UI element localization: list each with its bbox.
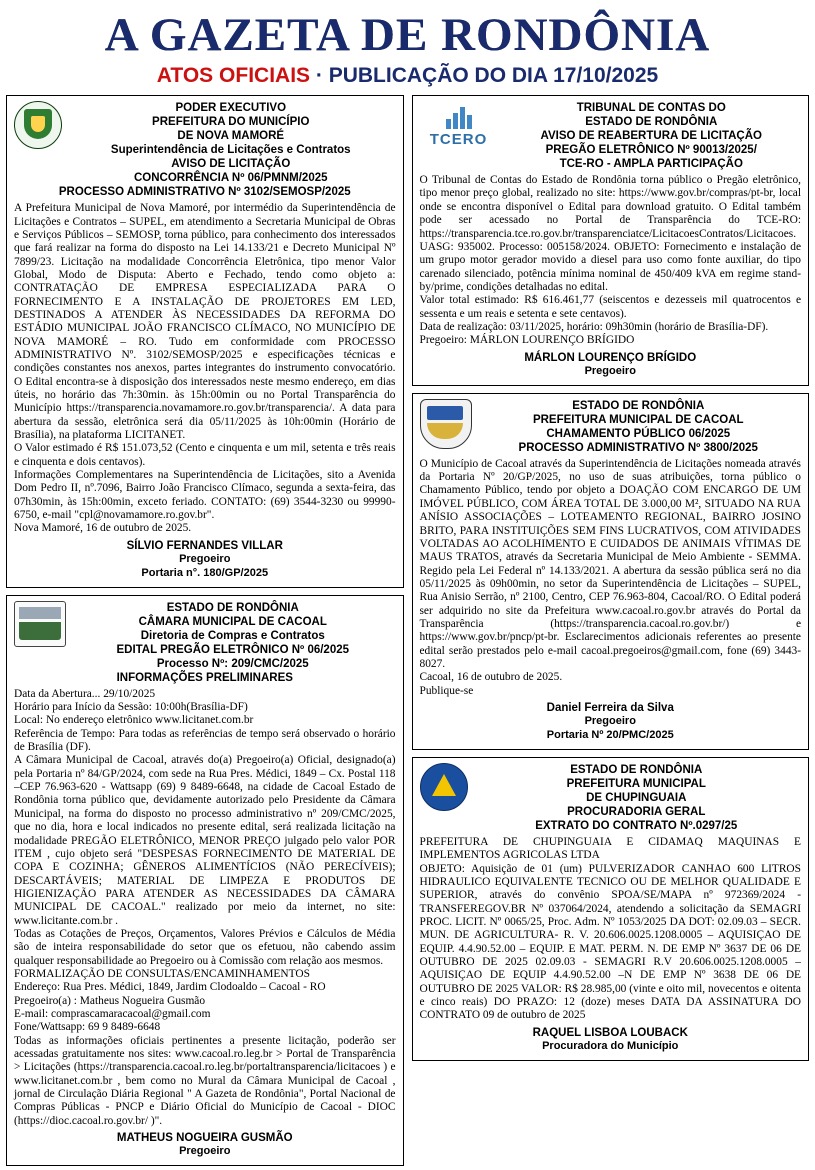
- signature-name: Daniel Ferreira da Silva: [546, 701, 674, 714]
- brasao-camara-cacoal-icon: [14, 601, 66, 647]
- body-paragraph: Nova Mamoré, 16 de outubro de 2025.: [14, 522, 192, 535]
- body-line: Referência de Tempo: Para todas as referências de tempo será observado o horário de Brasília (DF).: [14, 727, 396, 754]
- brasao-nova-mamore-icon: [14, 101, 62, 149]
- body-paragraph: Todas as Cotações de Preços, Orçamentos, Valores Prévios e Cálculos de Média são de inteira responsabilidade do setor que os efetuou, não cabendo assim qualquer responsabilidade ao Pregoeiro ou à Comissão com relação aos mesmos.: [14, 927, 396, 967]
- body-paragraph: Pregoeiro: MÁRLON LOURENÇO BRÍGIDO: [419, 334, 635, 347]
- header-line: PREGÃO ELETRÔNICO Nº 90013/2025/: [545, 144, 757, 157]
- notice-header: [66, 101, 396, 185]
- header-line: PROCESSO ADMINISTRATIVO Nº 3800/2025: [518, 441, 758, 454]
- notice-prefeitura-cacoal: [412, 393, 810, 750]
- signature-portaria: Portaria Nº 20/PMC/2025: [546, 729, 674, 742]
- notice-camara-cacoal: [6, 595, 404, 1167]
- signature-block: [420, 701, 802, 743]
- header-line: ESTADO DE RONDÔNIA: [572, 399, 705, 412]
- body-paragraph: Pregoeiro(a) : Matheus Nogueira Gusmão: [14, 994, 206, 1007]
- header-line: PREFEITURA MUNICIPAL: [566, 777, 706, 790]
- notice-header-row: [420, 763, 802, 833]
- signature-role: Pregoeiro: [179, 553, 231, 566]
- tce-ro-logo-icon: [420, 101, 498, 153]
- body-paragraph: Informações Complementares na Superintendência de Licitações, sito a Avenida Dom Pedro II, nº.7096, Bairro João Francisco Clímaco, segunda a sexta-feira, das 07h30min, às 15h:00min, exceto feriado. CONTATO: (69) 3544-3230 ou 99990-6750, e-mail "cpl@novamamore.ro.gov.br".: [14, 469, 396, 522]
- body-paragraph: FORMALIZAÇÃO DE CONSULTAS/ENCAMINHAMENTOS: [14, 967, 310, 980]
- body-paragraph: O Tribunal de Contas do Estado de Rondônia torna público o Pregão eletrônico, tipo menor preço global, realizado no site: https://www.gov.br/compras/pt-br, local onde se encontra disponível o Edital para download gratuito. O Edital também pode ser acessado no Portal de Transparência do TCE-RO: https://transparencia.tce.ro.gov.br/transparenciatce/LicitacoesContratos/Licitacoes.: [419, 174, 801, 240]
- body-paragraph: A Prefeitura Municipal de Nova Mamoré, por intermédio da Superintendência de Licitações e Contratos – SUPEL, em atendimento a Secretaria Municipal de Obras e Serviços Públicos – SEMOSP, torna público, para conhecimento dos interessados que fará realizar na forma do disposto na Lei 14.133/21 e Decreto Municipal Nº 7899/23. Licitação na modalidade Concorrência Eletrônica, tipo menor Valor Global, Modo de Disputa: Aberto e Fechado, tendo como objeto a: CONTRATAÇÃO DE EMPRESA ESPECIALIZADA PARA O FORNECIMENTO E A INSTALAÇÃO DE PROJETORES EM LED, DESTINADOS A ATENDER ÀS NECESSIDADES DA REFORMA DO ESTÁDIO MUNICIPAL JOÃO FRANCISCO CLÍMACO, NO MUNICÍPIO DE NOVA MAMORÉ – RO. Tudo em conformidade com PROCESSO ADMINISTRATIVO Nº. 3102/SEMOSP/2025 e especificações técnicas e condições constantes nos anexos, partes integrantes do instrumento convocatório. O Edital encontra-se à disposição dos interessados neste mesmo endereço, em dias úteis, no horário das 7h:30min. às 15h:00min ou no Portal Transparência do Município https://transparencia.novamamore.ro.gov.br/transparencia/. A data para abertura da sessão, eletrônica será dia 05/11/2025 às 10h:00min (Horário de Brasília), na plataforma LICITANET.: [14, 202, 396, 441]
- header-line: DE CHUPINGUAIA: [586, 791, 687, 804]
- header-line: AVISO DE REABERTURA DE LICITAÇÃO: [540, 130, 762, 143]
- notice-body: [420, 458, 802, 698]
- header-line: CÂMARA MUNICIPAL DE CACOAL: [138, 615, 327, 628]
- notice-body: [14, 688, 396, 1128]
- notice-header: [476, 399, 802, 455]
- signature-role: Pregoeiro: [584, 715, 636, 728]
- signature-block: [420, 1026, 802, 1054]
- signature-name: SÍLVIO FERNANDES VILLAR: [126, 539, 283, 552]
- header-line: EDITAL PREGÃO ELETRÔNICO Nº 06/2025: [116, 643, 350, 656]
- header-line: Superintendência de Licitações e Contratos: [110, 144, 351, 157]
- columns-container: [6, 95, 809, 1166]
- notice-header-row: [14, 101, 396, 185]
- body-line: Local: No endereço eletrônico www.licitanet.com.br: [14, 714, 254, 727]
- notice-header: [502, 101, 802, 171]
- body-paragraph: Fone/Wattsapp: 69 9 8489-6648: [14, 1021, 161, 1034]
- signature-name: MÁRLON LOURENÇO BRÍGIDO: [524, 351, 697, 364]
- header-line: PROCURADORIA GERAL: [567, 805, 706, 818]
- subheader-atos-oficiais: ATOS OFICIAIS: [156, 64, 311, 87]
- page-title: A GAZETA DE RONDÔNIA: [104, 9, 711, 61]
- header-line: PREFEITURA DO MUNICÍPIO: [152, 116, 310, 129]
- header-line: ESTADO DE RONDÔNIA: [166, 601, 299, 614]
- body-line: Horário para Início da Sessão: 10:00h(Brasília-DF): [14, 701, 248, 714]
- notice-nova-mamore: [6, 95, 404, 588]
- notice-chupinguaia: [412, 757, 810, 1061]
- body-paragraph: Publique-se: [419, 684, 474, 697]
- signature-role: Pregoeiro: [179, 1145, 231, 1158]
- publication-subheader: [6, 65, 809, 87]
- header-line: ESTADO DE RONDÔNIA: [585, 116, 718, 129]
- signature-portaria: Portaria n°. 180/GP/2025: [141, 566, 269, 579]
- notice-header-row: [420, 101, 802, 171]
- header-line: CONCORRÊNCIA Nº 06/PMNM/2025: [133, 172, 328, 185]
- signature-block: [14, 1131, 396, 1159]
- header-line: TRIBUNAL DE CONTAS DO: [576, 102, 726, 115]
- body-paragraph: O Município de Cacoal através da Superintendência de Licitações nomeada através da Portaria Nº 20/GP/2025, no uso de suas atribuições, torna público o Chamamento Público, tendo por objeto a DOAÇÃO COM ENCARGO DE UM IMÓVEL PÚBLICO, COM ÁREA TOTAL DE 3.000,00 M², SITUADO NA RUA ANÍSIO ASSOCIAÇÕES – LOTEAMENTO REGIONAL, BAIRRO JOSINO BRITO, PARA INSTITUIÇÕES SEM FINS LUCRATIVOS, COM ATIVIDADES VOLTADAS AO ACOLHIMENTO E CUIDADOS DE ANIMAIS VÍTIMAS DE MAUS TRATOS, através da Secretaria Municipal de Meio Ambiente - SEMMA. Regido pela Lei Federal nº 14.133/2021. A abertura da sessão pública será no dia 05/11/2025 às 09h00min, no setor da Superintendência de Licitações – SUPEL, Rua Anisio Serrão, nº 2100, Centro, CEP 76.963-804, Cacoal/RO. O Edital poderá ser adquirido no site da Prefeitura www.cacoal.ro.gov.br através do Portal da Transparência (https://transparencia.cacoal.ro.gov.br/) e https://www.gov.br/pncp/pt-br. Esclarecimentos adicionais referentes ao presente edital serão prestados pelo e-mail cacoal.pregoeiros@gmail.com, fone (69) 3443-8027.: [419, 457, 801, 670]
- header-line: Diretoria de Compras e Contratos: [140, 629, 325, 642]
- header-line: PREFEITURA MUNICIPAL DE CACOAL: [532, 413, 744, 426]
- body-paragraph: PREFEITURA DE CHUPINGUAIA E CIDAMAQ MAQUINAS E IMPLEMENTOS AGRICOLAS LTDA: [419, 835, 801, 862]
- header-line: PODER EXECUTIVO: [175, 102, 287, 115]
- body-paragraph: Cacoal, 16 de outubro de 2025.: [419, 671, 563, 684]
- signature-role: Pregoeiro: [584, 364, 636, 377]
- body-paragraph: Valor total estimado: R$ 616.461,77 (seiscentos e dezesseis mil quatrocentos e sessenta e um reais e setenta e sete centavos).: [419, 294, 801, 320]
- body-paragraph: Todas as informações oficiais pertinentes a presente licitação, poderão ser acessadas gratuitamente nos sites: www.cacoal.ro.leg.br > Portal de Transparência > Licitações (https://transparencia.cacoal.ro.leg.br/portaltransparencia/licitacoes ) e www.licitanet.com.br , bem como no Mural da Câmara Municipal de Cacoal , jornal de Circulação Diária Regional " A Gazeta de Rondônia", Portal Nacional de Compras Públicas - PNCP e Diário Oficial do Município de Cacoal - DIOC (https://dioc.cacoal.ro.gov.br/ )".: [14, 1034, 396, 1127]
- brasao-cacoal-icon: [420, 399, 472, 449]
- notice-header-row: [14, 601, 396, 671]
- header-line: DE NOVA MAMORÉ: [177, 130, 285, 143]
- notice-body: [420, 174, 802, 347]
- signature-role: Procuradora do Município: [542, 1040, 679, 1053]
- body-paragraph: Endereço: Rua Pres. Médici, 1849, Jardim Clodoaldo – Cacoal - RO: [14, 981, 326, 994]
- notice-tce-ro: [412, 95, 810, 386]
- header-line: ESTADO DE RONDÔNIA: [570, 763, 703, 776]
- notice-header: [472, 763, 802, 833]
- notice-body: [14, 202, 396, 536]
- notice-header-row: [420, 399, 802, 455]
- body-paragraph: E-mail: comprascamaracacoal@gmail.com: [14, 1007, 211, 1020]
- signature-name: RAQUEL LISBOA LOUBACK: [532, 1026, 688, 1039]
- notice-header: [70, 601, 396, 671]
- header-line: CHAMAMENTO PÚBLICO 06/2025: [546, 427, 731, 440]
- header-line-informacoes: INFORMAÇÕES PRELIMINARES: [116, 671, 293, 684]
- header-line: Processo Nº: 209/CMC/2025: [156, 657, 309, 670]
- body-paragraph: Data de realização: 03/11/2025, horário: 09h30min (horário de Brasília-DF).: [419, 320, 769, 333]
- left-column: [6, 95, 404, 1166]
- body-paragraph: OBJETO: Aquisição de 01 (um) PULVERIZADOR CANHAO 600 LITROS HIDRAULICO EQUIVALENTE TECNICO OU DE MELHOR QUALIDADE E SUPERIOR, através do convênio SPOA/SE/MAPA nº 972369/2024 - TRANSFEREGOV.BR Nº 037064/2024, atendendo a solicitação da SEMAGRI PROC. LICIT. Nº 0065/25, Proc. Adm. Nº 1053/2025 DA DOT: 02.09.03 – SECR. MUN. DE AGRICULTURA- R. V. 20.606.0025.1208.0005 – AQUISIÇAO DE EQUIP. 4.4.90.52.00 – EQUIP. E MAT. PERM. N. DE EMP Nº 3637 DE 06 DE OUTUBRO DE 2025 02.09.03 - SEMAGRI R.V 20.606.0025.1208.0005 – AQUISIÇAO DE EQUIP 4.4.90.52.00 –N DE EMP Nº 3638 DE 06 DE OUTUBRO DE 2025 VALOR: R$ 28.985,00 (vinte e oito mil, novecentos e oitenta e cinco reais) DO PRAZO: 12 (doze) meses DATA DA ASSINATURA DO CONTRATO 09 de outubro de 2025: [419, 862, 801, 1022]
- subheader-separator: ·: [310, 64, 329, 87]
- body-line: Data da Abertura... 29/10/2025: [14, 687, 156, 700]
- signature-block: [14, 539, 396, 581]
- header-line: EXTRATO DO CONTRATO Nº.0297/25: [535, 819, 738, 832]
- brasao-chupinguaia-icon: [420, 763, 468, 811]
- subheader-date: PUBLICAÇÃO DO DIA 17/10/2025: [328, 64, 659, 87]
- body-paragraph: O Valor estimado é R$ 151.073,52 (Cento e cinquenta e um mil, setenta e três reais e cinquenta e dois centavos).: [14, 442, 396, 468]
- tce-logo-text: TCERO: [429, 130, 488, 148]
- notice-body: [420, 836, 802, 1023]
- right-column: [412, 95, 810, 1061]
- header-line-processo: PROCESSO ADMINISTRATIVO Nº 3102/SEMOSP/2025: [58, 186, 351, 199]
- header-line: AVISO DE LICITAÇÃO: [171, 158, 291, 171]
- signature-name: MATHEUS NOGUEIRA GUSMÃO: [116, 1132, 293, 1145]
- body-paragraph: UASG: 935002. Processo: 005158/2024. OBJETO: Fornecimento e instalação de um grupo motor gerador movido a diesel para uso como fonte auxiliar, do tipo carenado silenciado, potência mínima nominal de 450/409 kVA em regime stand-by/prime, condições detalhadas no edital.: [419, 240, 801, 293]
- header-line: TCE-RO - AMPLA PARTICIPAÇÃO: [559, 158, 743, 171]
- body-paragraph: A Câmara Municipal de Cacoal, através do(a) Pregoeiro(a) Oficial, designado(a) pela Portaria nº 84/GP/2024, com sede na Rua Pres. Médici, 1849 – Cx. Postal 118 –CEP 76.963-620 - Wattsapp (69) 9 8489-6648, na cidade de Cacoal Estado de Rondônia torna público que, devidamente autorizado pelo Presidente da Câmara Municipal, na forma do disposto no processo administrativo nº 209/CMC/2025, que no dia, hora e local indicados no presente edital, será realizada licitação na modalidade PREGÃO ELETRÔNICO, MENOR PREÇO julgado pelo valor POR ITEM , cujo objeto será "DESPESAS FORNECIMENTO DE MATERIAL DE COPA E COZINHA; GÊNEROS ALIMENTÍCIOS (NÃO PERECÍVEIS); DESCARTÁVEIS; MATERIAL DE LIMPEZA E PRODUTOS DE HIGIENIZAÇÃO PARA ATENDER AS NECESSIDADES DA CÂMARA MUNICIPAL DE CACOAL." realizado por meio da internet, no site: www.licitante.com.br .: [14, 754, 396, 927]
- signature-block: [420, 351, 802, 379]
